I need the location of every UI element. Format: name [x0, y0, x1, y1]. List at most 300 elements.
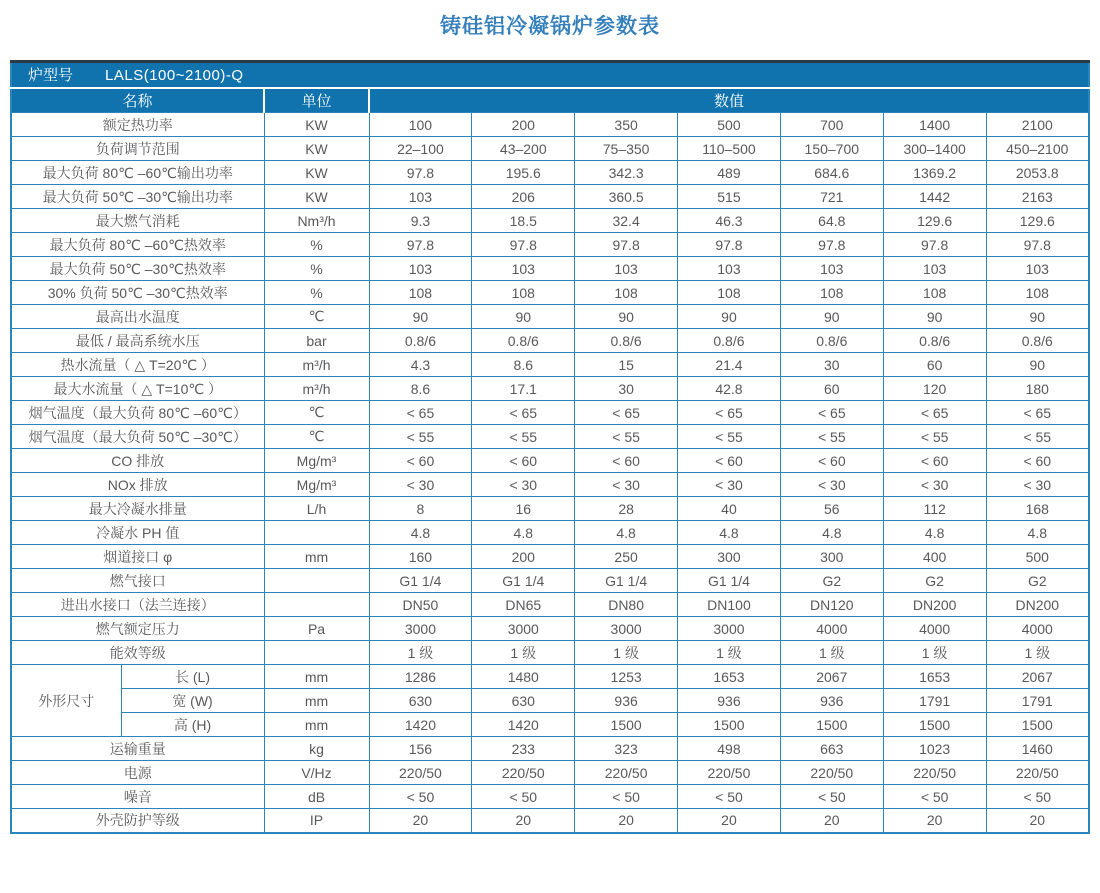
value-cell: DN200	[986, 593, 1089, 617]
value-cell: 195.6	[472, 161, 575, 185]
unit-cell: %	[264, 233, 369, 257]
value-cell: 360.5	[575, 185, 678, 209]
value-cell: 108	[472, 281, 575, 305]
value-cell: 15	[575, 353, 678, 377]
header-value: 数值	[369, 88, 1089, 113]
value-cell: < 30	[575, 473, 678, 497]
value-cell: 4.8	[780, 521, 883, 545]
value-cell: 20	[780, 809, 883, 833]
value-cell: < 55	[369, 425, 472, 449]
unit-cell: KW	[264, 185, 369, 209]
value-cell: 21.4	[678, 353, 781, 377]
value-cell: 110–500	[678, 137, 781, 161]
value-cell: 103	[780, 257, 883, 281]
parameter-table	[10, 60, 1090, 834]
table-row	[11, 305, 1089, 329]
value-cell: 1653	[678, 665, 781, 689]
value-cell: 1420	[369, 713, 472, 737]
value-cell: 40	[678, 497, 781, 521]
value-cell: 936	[575, 689, 678, 713]
value-cell: 108	[986, 281, 1089, 305]
value-cell: 56	[780, 497, 883, 521]
value-cell: 0.8/6	[678, 329, 781, 353]
param-name-cell: 噪音	[11, 785, 264, 809]
value-cell: 1286	[369, 665, 472, 689]
value-cell: 1420	[472, 713, 575, 737]
value-cell: < 65	[780, 401, 883, 425]
value-cell: 20	[472, 809, 575, 833]
value-cell: 4000	[986, 617, 1089, 641]
value-cell: 160	[369, 545, 472, 569]
value-cell: 1 级	[575, 641, 678, 665]
param-name-cell: 最低 / 最高系统水压	[11, 329, 264, 353]
value-cell: 1500	[986, 713, 1089, 737]
param-name-cell: 最大冷凝水排量	[11, 497, 264, 521]
value-cell: 8.6	[472, 353, 575, 377]
value-cell: 1400	[883, 113, 986, 137]
table-row	[11, 377, 1089, 401]
value-cell: < 50	[883, 785, 986, 809]
value-cell: 103	[369, 185, 472, 209]
value-cell: < 60	[472, 449, 575, 473]
value-cell: 1369.2	[883, 161, 986, 185]
value-cell: 300–1400	[883, 137, 986, 161]
value-cell: 1791	[986, 689, 1089, 713]
value-cell: DN200	[883, 593, 986, 617]
value-cell: < 55	[883, 425, 986, 449]
param-name-cell: 烟气温度（最大负荷 80℃ –60℃）	[11, 401, 264, 425]
value-cell: 1 级	[472, 641, 575, 665]
value-cell: < 50	[575, 785, 678, 809]
value-cell: < 65	[678, 401, 781, 425]
value-cell: 90	[883, 305, 986, 329]
value-cell: 220/50	[575, 761, 678, 785]
value-cell: 1442	[883, 185, 986, 209]
value-cell: 108	[780, 281, 883, 305]
unit-cell: KW	[264, 113, 369, 137]
value-cell: 120	[883, 377, 986, 401]
value-cell: 663	[780, 737, 883, 761]
value-cell: 1 级	[678, 641, 781, 665]
param-name-cell: 外壳防护等级	[11, 809, 264, 833]
table-row	[11, 617, 1089, 641]
value-cell: 90	[986, 353, 1089, 377]
unit-cell: Mg/m³	[264, 449, 369, 473]
value-cell: 103	[472, 257, 575, 281]
value-cell: 630	[472, 689, 575, 713]
value-cell: 4.8	[986, 521, 1089, 545]
value-cell: 17.1	[472, 377, 575, 401]
value-cell: 342.3	[575, 161, 678, 185]
value-cell: G2	[986, 569, 1089, 593]
value-cell: 250	[575, 545, 678, 569]
value-cell: 18.5	[472, 209, 575, 233]
value-cell: 1500	[883, 713, 986, 737]
value-cell: 4.3	[369, 353, 472, 377]
value-cell: 1 级	[369, 641, 472, 665]
table-row	[11, 185, 1089, 209]
value-cell: 1460	[986, 737, 1089, 761]
value-cell: 220/50	[883, 761, 986, 785]
value-cell: < 50	[678, 785, 781, 809]
value-cell: DN120	[780, 593, 883, 617]
value-cell: < 60	[575, 449, 678, 473]
value-cell: 22–100	[369, 137, 472, 161]
value-cell: G2	[780, 569, 883, 593]
unit-cell: ℃	[264, 401, 369, 425]
unit-cell: kg	[264, 737, 369, 761]
value-cell: 90	[369, 305, 472, 329]
value-cell: 168	[986, 497, 1089, 521]
value-cell: < 50	[780, 785, 883, 809]
value-cell: < 65	[369, 401, 472, 425]
unit-cell: V/Hz	[264, 761, 369, 785]
unit-cell: mm	[264, 665, 369, 689]
value-cell: 1023	[883, 737, 986, 761]
param-name-cell: 烟道接口 φ	[11, 545, 264, 569]
value-cell: 30	[780, 353, 883, 377]
unit-cell: Pa	[264, 617, 369, 641]
page-title: 铸硅铝冷凝锅炉参数表	[440, 15, 660, 38]
value-cell: 2067	[986, 665, 1089, 689]
value-cell: 103	[575, 257, 678, 281]
table-row	[11, 785, 1089, 809]
param-name-cell: 最大水流量（ △ T=10℃ ）	[11, 377, 264, 401]
value-cell: 220/50	[472, 761, 575, 785]
value-cell: < 55	[678, 425, 781, 449]
value-cell: G1 1/4	[472, 569, 575, 593]
value-cell: 20	[678, 809, 781, 833]
unit-cell: ℃	[264, 425, 369, 449]
unit-cell	[264, 593, 369, 617]
value-cell: 156	[369, 737, 472, 761]
value-cell: < 55	[986, 425, 1089, 449]
value-cell: DN65	[472, 593, 575, 617]
value-cell: 97.8	[678, 233, 781, 257]
param-name-cell: 最高出水温度	[11, 305, 264, 329]
value-cell: G1 1/4	[575, 569, 678, 593]
value-cell: 300	[678, 545, 781, 569]
table-row	[11, 449, 1089, 473]
value-cell: 4.8	[369, 521, 472, 545]
value-cell: 112	[883, 497, 986, 521]
unit-cell: L/h	[264, 497, 369, 521]
value-cell: 350	[575, 113, 678, 137]
value-cell: 97.8	[369, 233, 472, 257]
value-cell: 1 级	[780, 641, 883, 665]
param-name-cell: 燃气额定压力	[11, 617, 264, 641]
table-row	[11, 689, 1089, 713]
value-cell: < 60	[780, 449, 883, 473]
table-row	[11, 809, 1089, 833]
value-cell: DN50	[369, 593, 472, 617]
value-cell: 684.6	[780, 161, 883, 185]
model-value: LALS(100~2100)-Q	[105, 67, 244, 85]
value-cell: 515	[678, 185, 781, 209]
param-name-cell: 运输重量	[11, 737, 264, 761]
table-row	[11, 209, 1089, 233]
value-cell: 936	[780, 689, 883, 713]
parameter-table-container	[10, 60, 1090, 834]
value-cell: 0.8/6	[883, 329, 986, 353]
table-row	[11, 329, 1089, 353]
value-cell: 4.8	[883, 521, 986, 545]
param-name-cell: 宽 (W)	[121, 689, 264, 713]
value-cell: 108	[575, 281, 678, 305]
value-cell: G2	[883, 569, 986, 593]
table-row	[11, 161, 1089, 185]
value-cell: 20	[883, 809, 986, 833]
unit-cell: KW	[264, 137, 369, 161]
value-cell: 103	[678, 257, 781, 281]
value-cell: 32.4	[575, 209, 678, 233]
unit-cell: %	[264, 257, 369, 281]
value-cell: 220/50	[678, 761, 781, 785]
value-cell: 42.8	[678, 377, 781, 401]
value-cell: 16	[472, 497, 575, 521]
value-cell: 220/50	[986, 761, 1089, 785]
value-cell: 46.3	[678, 209, 781, 233]
value-cell: 4.8	[575, 521, 678, 545]
table-row	[11, 545, 1089, 569]
table-row	[11, 233, 1089, 257]
value-cell: < 55	[472, 425, 575, 449]
value-cell: 2067	[780, 665, 883, 689]
value-cell: < 65	[472, 401, 575, 425]
value-cell: 97.8	[780, 233, 883, 257]
value-cell: 500	[678, 113, 781, 137]
unit-cell: Nm³/h	[264, 209, 369, 233]
value-cell: < 30	[883, 473, 986, 497]
value-cell: < 65	[883, 401, 986, 425]
value-cell: 129.6	[883, 209, 986, 233]
value-cell: 200	[472, 113, 575, 137]
value-cell: 0.8/6	[369, 329, 472, 353]
value-cell: < 55	[780, 425, 883, 449]
column-header-row	[11, 88, 1089, 113]
value-cell: 75–350	[575, 137, 678, 161]
value-cell: 1500	[780, 713, 883, 737]
value-cell: < 60	[883, 449, 986, 473]
param-name-cell: 最大负荷 50℃ –30℃输出功率	[11, 185, 264, 209]
value-cell: 4.8	[472, 521, 575, 545]
unit-cell: Mg/m³	[264, 473, 369, 497]
unit-cell	[264, 521, 369, 545]
value-cell: 3000	[472, 617, 575, 641]
value-cell: 30	[575, 377, 678, 401]
header-unit: 单位	[264, 88, 369, 113]
param-name-cell: 烟气温度（最大负荷 50℃ –30℃）	[11, 425, 264, 449]
param-name-cell: 最大负荷 80℃ –60℃热效率	[11, 233, 264, 257]
param-name-cell: 额定热功率	[11, 113, 264, 137]
value-cell: 233	[472, 737, 575, 761]
table-row	[11, 593, 1089, 617]
value-cell: 498	[678, 737, 781, 761]
param-name-cell: 进出水接口（法兰连接）	[11, 593, 264, 617]
param-name-cell: NOx 排放	[11, 473, 264, 497]
unit-cell: m³/h	[264, 377, 369, 401]
header-name: 名称	[11, 88, 264, 113]
value-cell: G1 1/4	[678, 569, 781, 593]
value-cell: 90	[780, 305, 883, 329]
param-name-cell: 最大燃气消耗	[11, 209, 264, 233]
value-cell: < 30	[369, 473, 472, 497]
value-cell: 100	[369, 113, 472, 137]
value-cell: 20	[575, 809, 678, 833]
param-name-cell: 最大负荷 50℃ –30℃热效率	[11, 257, 264, 281]
value-cell: 220/50	[369, 761, 472, 785]
table-row	[11, 641, 1089, 665]
table-row	[11, 497, 1089, 521]
table-row	[11, 521, 1089, 545]
unit-cell: m³/h	[264, 353, 369, 377]
value-cell: 9.3	[369, 209, 472, 233]
value-cell: 936	[678, 689, 781, 713]
value-cell: 220/50	[780, 761, 883, 785]
table-row	[11, 569, 1089, 593]
value-cell: < 60	[986, 449, 1089, 473]
param-name-cell: 最大负荷 80℃ –60℃输出功率	[11, 161, 264, 185]
value-cell: 1253	[575, 665, 678, 689]
value-cell: < 50	[369, 785, 472, 809]
value-cell: 2100	[986, 113, 1089, 137]
value-cell: < 30	[472, 473, 575, 497]
value-cell: 64.8	[780, 209, 883, 233]
value-cell: 1500	[678, 713, 781, 737]
unit-cell: mm	[264, 545, 369, 569]
value-cell: 4.8	[678, 521, 781, 545]
value-cell: 90	[678, 305, 781, 329]
model-bar	[11, 62, 1089, 88]
value-cell: < 30	[780, 473, 883, 497]
table-row	[11, 665, 1089, 689]
param-name-cell: CO 排放	[11, 449, 264, 473]
value-cell: 103	[369, 257, 472, 281]
value-cell: < 30	[986, 473, 1089, 497]
value-cell: 8.6	[369, 377, 472, 401]
value-cell: 0.8/6	[575, 329, 678, 353]
param-name-cell: 长 (L)	[121, 665, 264, 689]
value-cell: 1500	[575, 713, 678, 737]
value-cell: < 60	[678, 449, 781, 473]
value-cell: 103	[986, 257, 1089, 281]
value-cell: 630	[369, 689, 472, 713]
value-cell: 97.8	[575, 233, 678, 257]
value-cell: 97.8	[986, 233, 1089, 257]
unit-cell: bar	[264, 329, 369, 353]
param-name-cell: 高 (H)	[121, 713, 264, 737]
value-cell: 3000	[575, 617, 678, 641]
value-cell: 90	[986, 305, 1089, 329]
value-cell: 129.6	[986, 209, 1089, 233]
value-cell: 2163	[986, 185, 1089, 209]
value-cell: 4000	[883, 617, 986, 641]
value-cell: 90	[472, 305, 575, 329]
dimension-group-cell: 外形尺寸	[11, 665, 121, 737]
table-row	[11, 353, 1089, 377]
value-cell: 28	[575, 497, 678, 521]
param-name-cell: 电源	[11, 761, 264, 785]
value-cell: 1 级	[883, 641, 986, 665]
table-row	[11, 401, 1089, 425]
value-cell: 4000	[780, 617, 883, 641]
value-cell: < 50	[986, 785, 1089, 809]
value-cell: 0.8/6	[780, 329, 883, 353]
value-cell: 721	[780, 185, 883, 209]
value-cell: 1791	[883, 689, 986, 713]
value-cell: 1 级	[986, 641, 1089, 665]
value-cell: 400	[883, 545, 986, 569]
value-cell: 200	[472, 545, 575, 569]
value-cell: 3000	[369, 617, 472, 641]
value-cell: 97.8	[472, 233, 575, 257]
value-cell: 90	[575, 305, 678, 329]
table-row	[11, 761, 1089, 785]
param-table-body	[11, 113, 1089, 833]
model-label: 炉型号	[28, 67, 74, 85]
param-name-cell: 负荷调节范围	[11, 137, 264, 161]
unit-cell: mm	[264, 713, 369, 737]
value-cell: 180	[986, 377, 1089, 401]
param-name-cell: 冷凝水 PH 值	[11, 521, 264, 545]
table-row	[11, 113, 1089, 137]
unit-cell: dB	[264, 785, 369, 809]
value-cell: 108	[678, 281, 781, 305]
value-cell: G1 1/4	[369, 569, 472, 593]
value-cell: 20	[986, 809, 1089, 833]
unit-cell: ℃	[264, 305, 369, 329]
value-cell: < 65	[986, 401, 1089, 425]
table-row	[11, 137, 1089, 161]
param-name-cell: 30% 负荷 50℃ –30℃热效率	[11, 281, 264, 305]
value-cell: 1653	[883, 665, 986, 689]
value-cell: 20	[369, 809, 472, 833]
value-cell: 500	[986, 545, 1089, 569]
value-cell: 43–200	[472, 137, 575, 161]
value-cell: < 60	[369, 449, 472, 473]
value-cell: 323	[575, 737, 678, 761]
value-cell: < 50	[472, 785, 575, 809]
param-name-cell: 热水流量（ △ T=20℃ ）	[11, 353, 264, 377]
table-row	[11, 713, 1089, 737]
value-cell: 97.8	[369, 161, 472, 185]
value-cell: 3000	[678, 617, 781, 641]
unit-cell: KW	[264, 161, 369, 185]
value-cell: 2053.8	[986, 161, 1089, 185]
value-cell: 489	[678, 161, 781, 185]
unit-cell: IP	[264, 809, 369, 833]
value-cell: 108	[369, 281, 472, 305]
value-cell: 8	[369, 497, 472, 521]
value-cell: DN100	[678, 593, 781, 617]
value-cell: 60	[780, 377, 883, 401]
value-cell: 150–700	[780, 137, 883, 161]
value-cell: < 30	[678, 473, 781, 497]
value-cell: 103	[883, 257, 986, 281]
unit-cell: %	[264, 281, 369, 305]
table-row	[11, 737, 1089, 761]
unit-cell	[264, 569, 369, 593]
table-row	[11, 281, 1089, 305]
unit-cell	[264, 641, 369, 665]
value-cell: 1480	[472, 665, 575, 689]
value-cell: < 55	[575, 425, 678, 449]
value-cell: < 65	[575, 401, 678, 425]
param-name-cell: 能效等级	[11, 641, 264, 665]
value-cell: 300	[780, 545, 883, 569]
table-row	[11, 425, 1089, 449]
value-cell: 0.8/6	[472, 329, 575, 353]
